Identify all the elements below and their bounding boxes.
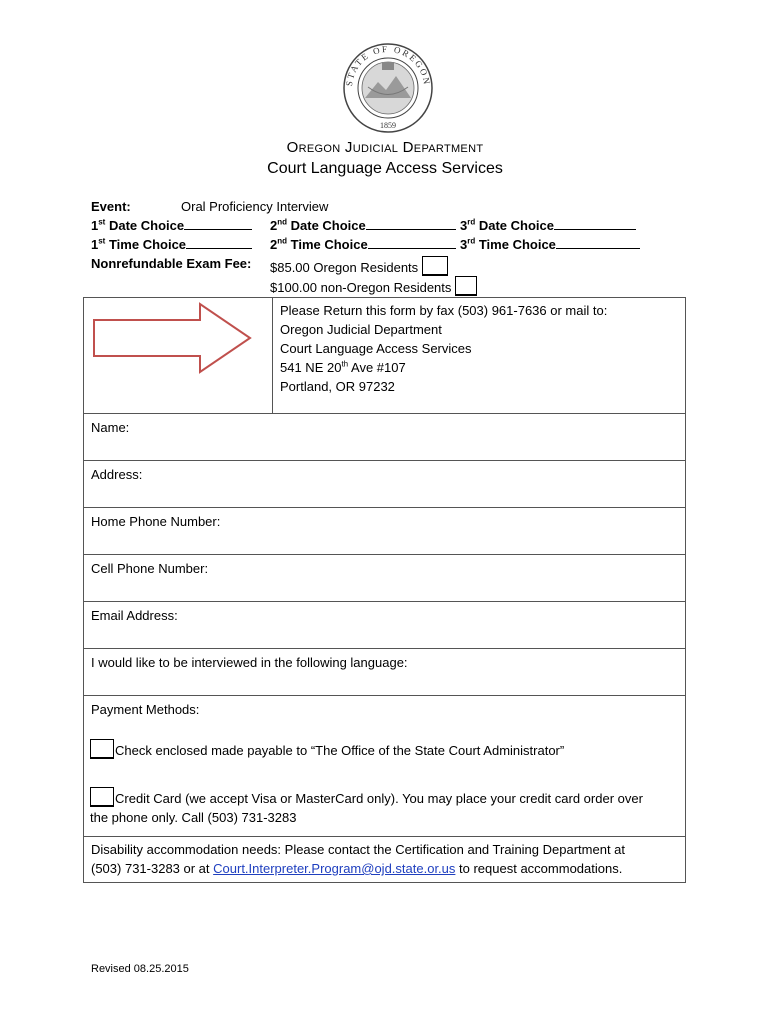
first-time-choice[interactable]	[91, 236, 252, 253]
exam-fee-label: Nonrefundable Exam Fee:	[91, 256, 252, 271]
payment-label: Payment Methods:	[91, 702, 200, 717]
seal-year: 1859	[380, 121, 396, 130]
return-street: 541 NE 20th Ave #107	[280, 359, 406, 375]
home-phone-label: Home Phone Number:	[91, 514, 221, 529]
card-checkbox[interactable]	[90, 787, 114, 807]
department-name: Oregon Judicial Department	[286, 139, 484, 156]
third-date-label: 3rd Date Choice	[460, 217, 554, 233]
program-email-link[interactable]: Court.Interpreter.Program@ojd.state.or.us	[213, 861, 456, 876]
name-field[interactable]	[84, 413, 685, 460]
fee-oregon-checkbox[interactable]	[422, 256, 448, 276]
check-label: Check enclosed made payable to “The Office of the State Court Administrator”	[115, 743, 565, 758]
return-org: Oregon Judicial Department	[280, 322, 442, 337]
address-label: Address:	[91, 467, 143, 482]
cell-phone-field[interactable]	[84, 554, 685, 601]
first-time-label: 1st Time Choice	[91, 236, 187, 252]
payment-check-option[interactable]	[90, 739, 564, 759]
second-time-label: 2nd Time Choice	[270, 236, 368, 252]
fee-oregon-label: $85.00 Oregon Residents	[270, 260, 419, 275]
fee-non-oregon-checkbox[interactable]	[455, 276, 477, 296]
return-info-row	[84, 298, 685, 413]
revision-date: Revised 08.25.2015	[91, 963, 189, 975]
cell-phone-label: Cell Phone Number:	[91, 561, 209, 576]
address-field[interactable]	[84, 460, 685, 507]
disability-text: Disability accommodation needs: Please contact the Certification and Training Department at	[91, 842, 626, 857]
application-form-table	[83, 297, 686, 883]
name-label: Name:	[91, 420, 130, 435]
third-time-choice[interactable]	[460, 236, 640, 253]
return-city: Portland, OR 97232	[280, 379, 395, 394]
home-phone-field[interactable]	[84, 507, 685, 554]
payment-methods-row	[84, 695, 685, 836]
first-date-choice[interactable]	[91, 217, 252, 234]
card-phone-note: the phone only. Call (503) 731-3283	[90, 810, 297, 825]
event-value: Oral Proficiency Interview	[181, 199, 329, 214]
page-title: Court Language Access Services	[267, 160, 503, 177]
fee-oregon-option[interactable]	[270, 256, 449, 276]
seal-graphic	[338, 42, 438, 134]
fee-non-oregon-option[interactable]	[270, 276, 478, 296]
payment-card-option[interactable]	[90, 787, 643, 827]
oregon-state-seal	[338, 42, 438, 134]
second-time-choice[interactable]	[270, 236, 456, 253]
first-date-label: 1st Date Choice	[91, 217, 185, 233]
email-field[interactable]	[84, 601, 685, 648]
return-dept: Court Language Access Services	[280, 341, 472, 356]
second-date-choice[interactable]	[270, 217, 456, 234]
return-address	[280, 301, 607, 396]
right-arrow-icon	[92, 302, 252, 374]
seal-top-text: STATE OF OREGON	[343, 43, 433, 87]
language-field[interactable]	[84, 648, 685, 695]
language-label: I would like to be interviewed in the following language:	[91, 655, 408, 670]
third-date-choice[interactable]	[460, 217, 636, 234]
third-time-label: 3rd Time Choice	[460, 236, 556, 252]
card-label: Credit Card (we accept Visa or MasterCard only). You may place your credit card order over	[115, 791, 643, 806]
disability-contact: (503) 731-3283 or at Court.Interpreter.Program@ojd.state.or.us to request accommodations.	[91, 861, 623, 876]
disability-row	[84, 836, 685, 882]
second-date-label: 2nd Date Choice	[270, 217, 366, 233]
event-label: Event:	[91, 199, 131, 214]
column-divider	[272, 298, 273, 413]
email-label: Email Address:	[91, 608, 178, 623]
return-instructions: Please Return this form by fax (503) 961-7636 or mail to:	[280, 303, 608, 318]
check-checkbox[interactable]	[90, 739, 114, 759]
fee-non-oregon-label: $100.00 non-Oregon Residents	[270, 280, 452, 295]
